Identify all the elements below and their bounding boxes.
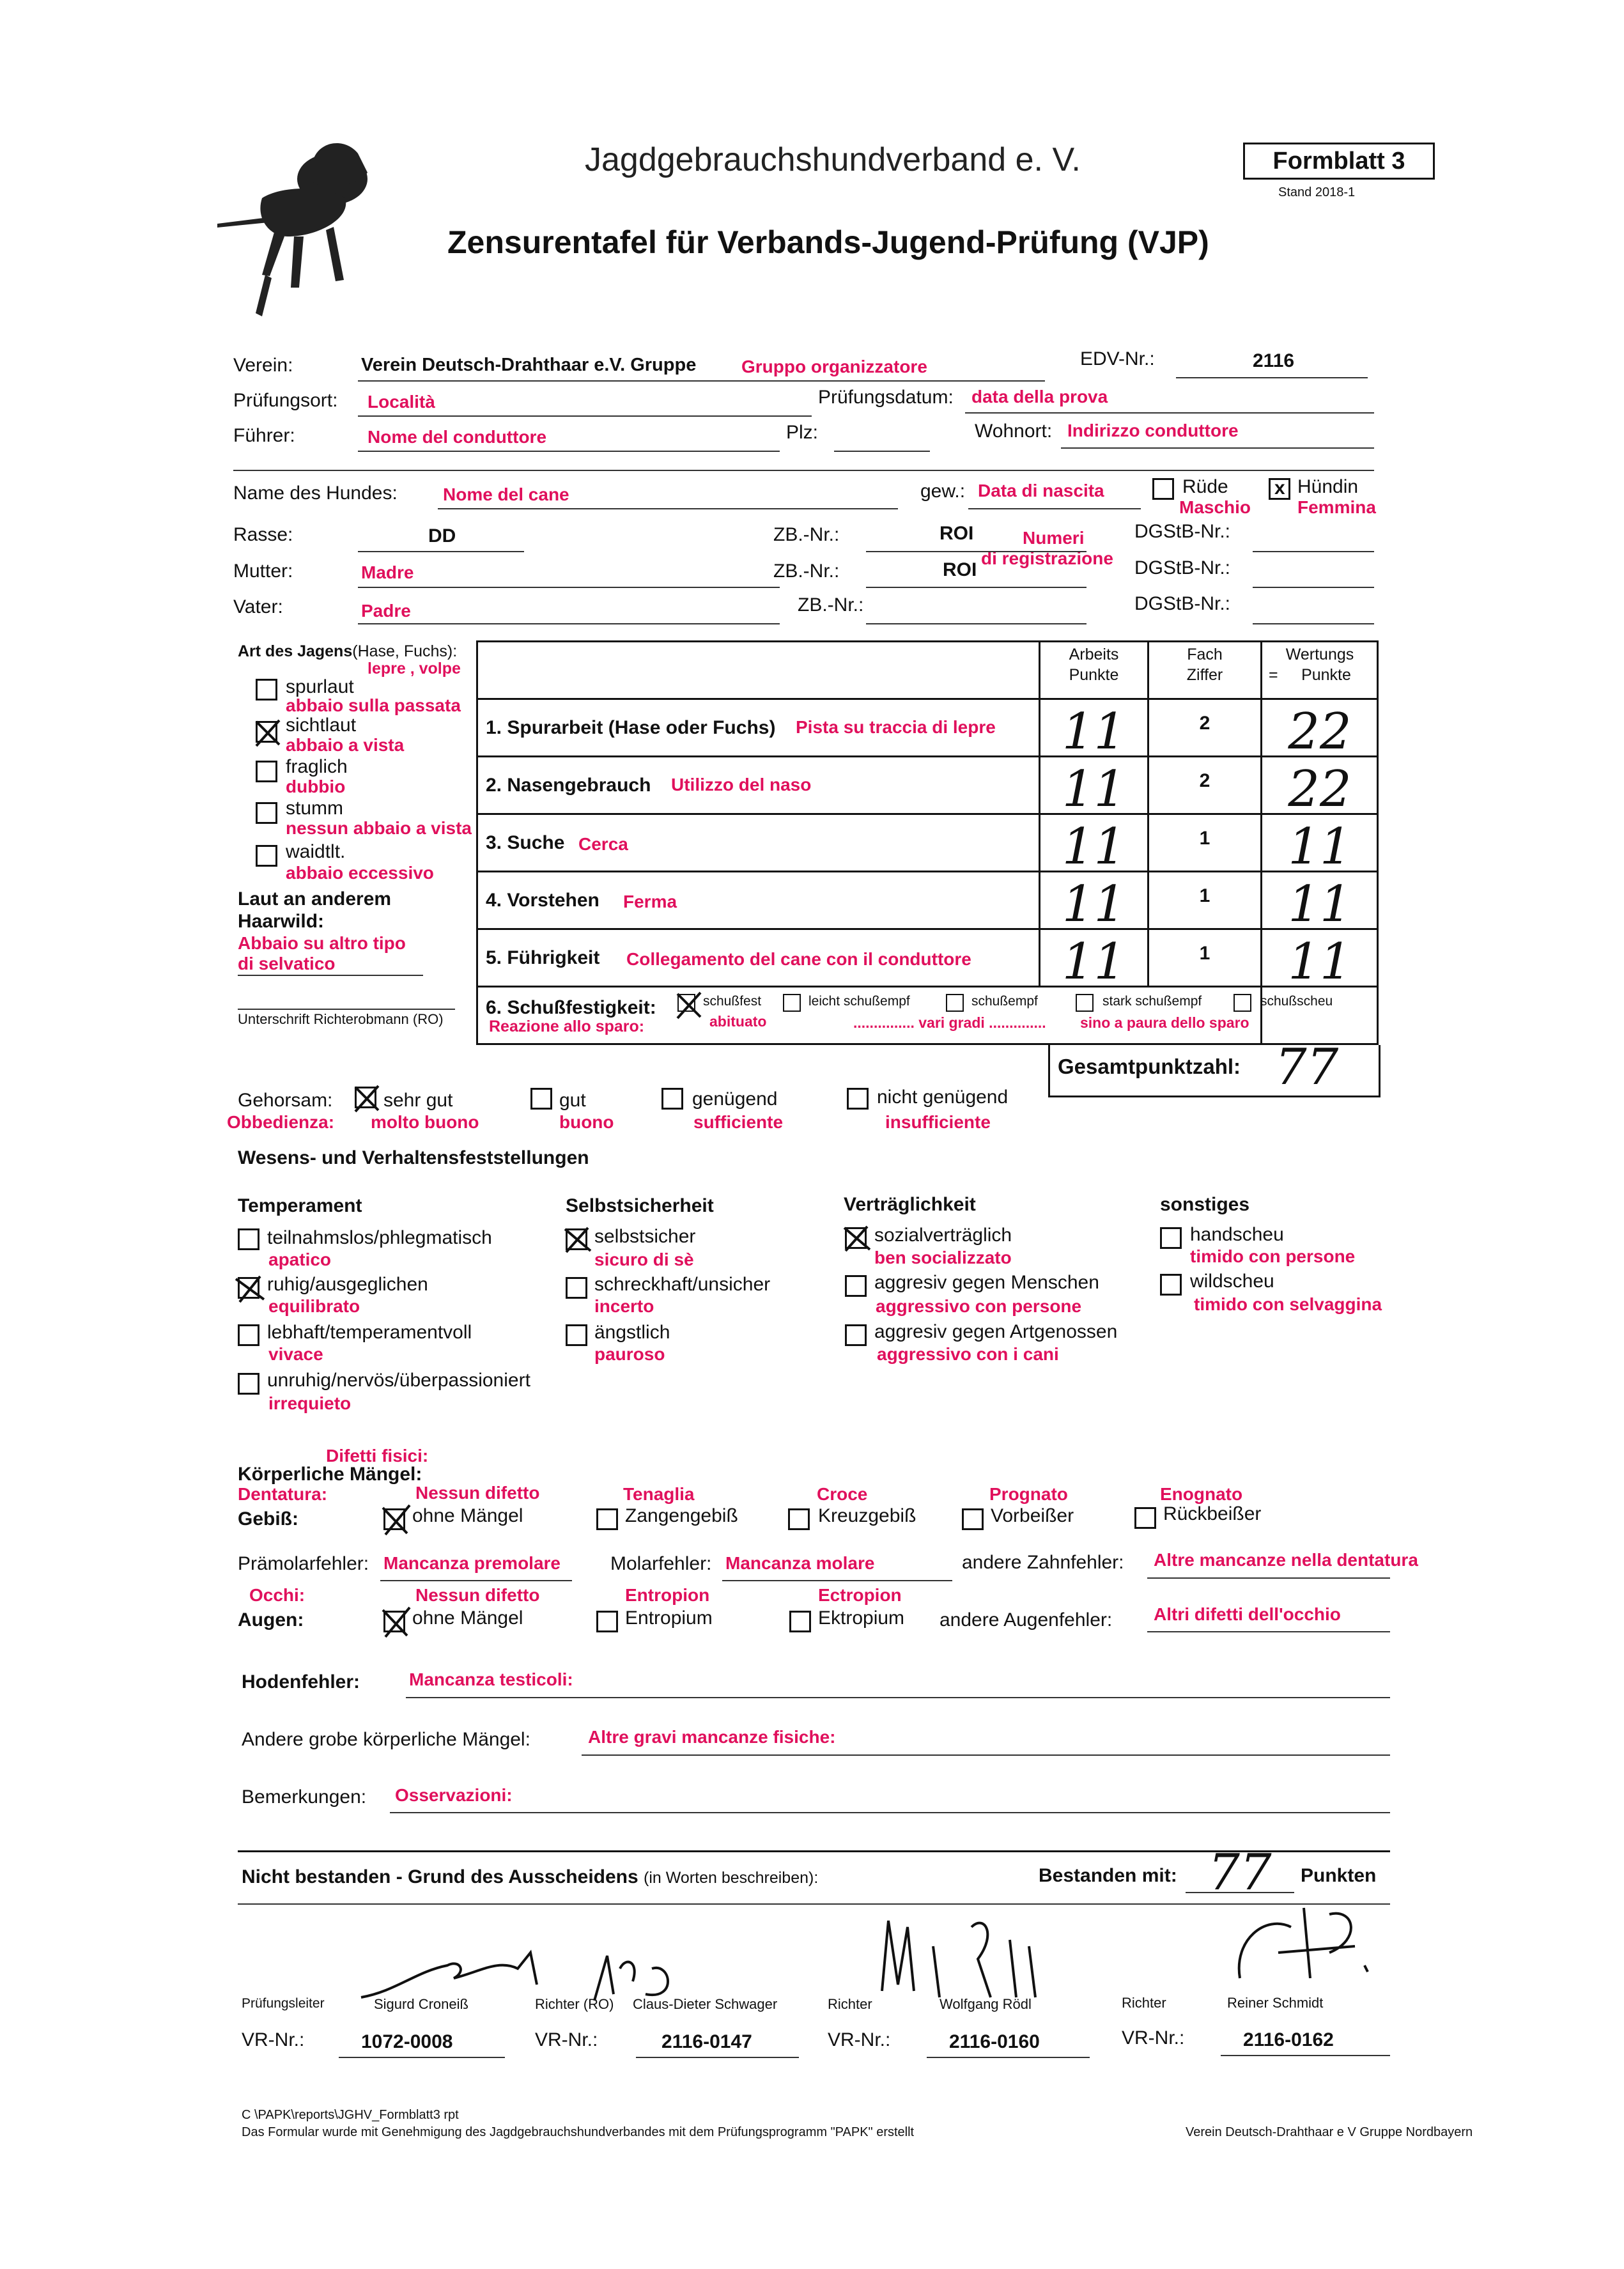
bestanden-label: Bestanden mit: bbox=[1039, 1865, 1177, 1886]
andere-augen-label: andere Augenfehler: bbox=[940, 1609, 1113, 1630]
spurlaut-note: abbaio sulla passata bbox=[286, 695, 461, 715]
gebiss-ohne-label: ohne Mängel bbox=[412, 1505, 523, 1526]
schuss-note-paura: sino a paura dello sparo bbox=[1080, 1014, 1249, 1031]
hund-label: Name des Hundes: bbox=[233, 483, 398, 504]
judge-4-vr: 2116-0162 bbox=[1243, 2029, 1334, 2050]
phlegmatisch-label: teilnahmslos/phlegmatisch bbox=[267, 1227, 492, 1248]
row-fuehrigkeit-ziffer: 1 bbox=[1199, 943, 1210, 964]
zangengebiss-checkbox[interactable] bbox=[596, 1508, 618, 1530]
judge-2-name: Claus-Dieter Schwager bbox=[633, 1996, 778, 2012]
row-suche-ziffer: 1 bbox=[1199, 828, 1210, 849]
andere-augen-note: Altri difetti dell'occhio bbox=[1154, 1604, 1341, 1624]
row-vorstehen-ziffer: 1 bbox=[1199, 885, 1210, 906]
fraglich-label: fraglich bbox=[286, 756, 348, 777]
nicht-genuegend-note: insufficiente bbox=[885, 1112, 991, 1132]
row-vorstehen-label: 4. Vorstehen bbox=[486, 890, 599, 911]
augen-ohne-label: ohne Mängel bbox=[412, 1607, 523, 1629]
schussscheu-label: schußscheu bbox=[1260, 994, 1333, 1009]
ektropium-label: Ektropium bbox=[818, 1607, 905, 1629]
praemolar-note: Mancanza premolare bbox=[383, 1553, 561, 1573]
dgstb-label-1: DGStB-Nr.: bbox=[1134, 521, 1231, 542]
gehorsam-label: Gehorsam: bbox=[238, 1090, 333, 1111]
row-spurarbeit-wertung: 22 bbox=[1288, 703, 1352, 761]
row-fuehrigkeit-note: Collegamento del cane con il conduttore bbox=[626, 949, 971, 969]
gebiss-label: Gebiß: bbox=[238, 1508, 298, 1529]
ektropium-note: Ectropion bbox=[818, 1585, 902, 1605]
aggresiv-artgenossen-checkbox[interactable] bbox=[845, 1324, 867, 1346]
gebiss-ohne-checkbox[interactable] bbox=[383, 1508, 405, 1530]
sehr-gut-checkbox[interactable] bbox=[355, 1087, 376, 1108]
augen-ohne-checkbox[interactable] bbox=[383, 1611, 405, 1632]
nicht-bestanden: Nicht bestanden - Grund des Ausscheidens (in Worten beschreiben): bbox=[242, 1866, 819, 1887]
row-suche-label: 3. Suche bbox=[486, 832, 565, 853]
phlegmatisch-checkbox[interactable] bbox=[238, 1228, 259, 1250]
pruefungsdatum-note: data della prova bbox=[971, 387, 1108, 407]
gebiss-ohne-note: Nessun difetto bbox=[415, 1483, 540, 1503]
huendin-mark: x bbox=[1274, 477, 1285, 499]
gut-checkbox[interactable] bbox=[530, 1088, 552, 1110]
dgstb-label-3: DGStB-Nr.: bbox=[1134, 593, 1231, 614]
org-name: Jagdgebrauchshundverband e. V. bbox=[585, 141, 1081, 178]
handscheu-checkbox[interactable] bbox=[1160, 1227, 1182, 1249]
aggresiv-menschen-checkbox[interactable] bbox=[845, 1275, 867, 1297]
ro-signature-label: Unterschrift Richterobmann (RO) bbox=[238, 1011, 444, 1027]
row-spurarbeit-ziffer: 2 bbox=[1199, 713, 1210, 734]
nicht-genuegend-label: nicht genügend bbox=[877, 1087, 1009, 1108]
schuss-note: Reazione allo sparo: bbox=[489, 1018, 645, 1035]
judge-3-role: Richter bbox=[828, 1996, 872, 2012]
vater-note: Padre bbox=[361, 601, 411, 621]
pruefungsort-note: Località bbox=[367, 392, 435, 412]
verein-note: Gruppo organizzatore bbox=[741, 357, 927, 376]
lebhaft-checkbox[interactable] bbox=[238, 1324, 259, 1346]
numeri-note-2: di registrazione bbox=[981, 548, 1113, 568]
judge-2-vr: 2116-0147 bbox=[661, 2031, 752, 2052]
augen-note: Occhi: bbox=[249, 1585, 305, 1605]
sozialvertraeglich-checkbox[interactable] bbox=[845, 1227, 867, 1249]
augen-label: Augen: bbox=[238, 1609, 304, 1630]
row-spurarbeit-label: 1. Spurarbeit (Hase oder Fuchs) bbox=[486, 717, 776, 738]
stumm-note: nessun abbaio a vista bbox=[286, 818, 472, 838]
kreuzgebiss-label: Kreuzgebiß bbox=[818, 1505, 916, 1526]
difetti-note: Difetti fisici: bbox=[326, 1446, 429, 1466]
zangengebiss-label: Zangengebiß bbox=[625, 1505, 738, 1526]
judge-2-vr-label: VR-Nr.: bbox=[535, 2029, 598, 2050]
vorbeisser-label: Vorbeißer bbox=[991, 1505, 1074, 1526]
fuehrer-note: Nome del conduttore bbox=[367, 427, 547, 447]
page-title: Zensurentafel für Verbands-Jugend-Prüfung (VJP) bbox=[447, 224, 1209, 260]
selbstsicher-note: sicuro di sè bbox=[594, 1250, 694, 1269]
sehr-gut-note: molto buono bbox=[371, 1112, 479, 1132]
entropium-checkbox[interactable] bbox=[596, 1611, 618, 1632]
vorbeisser-checkbox[interactable] bbox=[962, 1508, 984, 1530]
wesen-title: Wesens- und Verhaltensfeststellungen bbox=[238, 1147, 589, 1168]
stark-schussempf-label: stark schußempf bbox=[1102, 994, 1202, 1009]
mutter-label: Mutter: bbox=[233, 561, 293, 582]
bemerkungen-note: Osservazioni: bbox=[395, 1785, 513, 1805]
judge-1-name: Sigurd Croneiß bbox=[374, 1996, 468, 2012]
gut-note: buono bbox=[559, 1112, 614, 1132]
judge-4-name: Reiner Schmidt bbox=[1227, 1995, 1324, 2011]
schreckhaft-checkbox[interactable] bbox=[566, 1277, 587, 1299]
hoden-label: Hodenfehler: bbox=[242, 1671, 360, 1692]
col-wertung-b: Punkte bbox=[1301, 666, 1351, 684]
koerper-title: Körperliche Mängel: bbox=[238, 1464, 422, 1485]
row-fuehrigkeit-punkte: 11 bbox=[1062, 933, 1126, 991]
temperament-title: Temperament bbox=[238, 1195, 362, 1216]
laut-label-1: Laut an anderem bbox=[238, 888, 392, 910]
schuss-note-vari: ............... vari gradi .............. bbox=[853, 1014, 1046, 1031]
schussscheu-checkbox[interactable] bbox=[1233, 994, 1251, 1012]
sichtlaut-checkbox[interactable] bbox=[256, 721, 277, 743]
genuegend-checkbox[interactable] bbox=[661, 1088, 683, 1110]
huendin-note: Femmina bbox=[1297, 497, 1376, 517]
col-fachziffer-a: Fach bbox=[1187, 646, 1223, 663]
augen-ohne-note: Nessun difetto bbox=[415, 1585, 540, 1605]
entropium-label: Entropium bbox=[625, 1607, 713, 1629]
schreckhaft-label: schreckhaft/unsicher bbox=[594, 1274, 771, 1295]
roi-2: ROI bbox=[943, 559, 977, 580]
lebhaft-note: vivace bbox=[268, 1344, 323, 1364]
waidtlt-note: abbaio eccessivo bbox=[286, 863, 434, 883]
judge-1-vr-label: VR-Nr.: bbox=[242, 2029, 305, 2050]
huendin-label: Hündin bbox=[1297, 476, 1359, 497]
sichtlaut-note: abbaio a vista bbox=[286, 735, 405, 755]
roi-1: ROI bbox=[940, 523, 974, 544]
plz-label: Plz: bbox=[786, 422, 819, 443]
genuegend-note: sufficiente bbox=[693, 1112, 784, 1132]
sehr-gut-label: sehr gut bbox=[383, 1090, 453, 1111]
row-fuehrigkeit-wertung: 11 bbox=[1288, 933, 1352, 991]
leicht-schussempf-checkbox[interactable] bbox=[783, 994, 801, 1012]
ektropium-checkbox[interactable] bbox=[789, 1611, 811, 1632]
numeri-note-1: Numeri bbox=[1023, 528, 1085, 548]
andere-zahn-note: Altre mancanze nella dentatura bbox=[1154, 1550, 1418, 1570]
row-nasengebrauch-note: Utilizzo del naso bbox=[671, 775, 812, 794]
judge-3-vr: 2116-0160 bbox=[949, 2031, 1040, 2052]
kreuzgebiss-checkbox[interactable] bbox=[788, 1508, 810, 1530]
selbstsicherheit-title: Selbstsicherheit bbox=[566, 1195, 714, 1216]
schreckhaft-note: incerto bbox=[594, 1296, 654, 1316]
kreuzgebiss-note: Croce bbox=[817, 1484, 868, 1504]
gut-label: gut bbox=[559, 1090, 586, 1111]
col-arbeitspunkte-b: Punkte bbox=[1069, 666, 1119, 684]
genuegend-label: genügend bbox=[692, 1088, 778, 1110]
row-suche-note: Cerca bbox=[578, 834, 628, 854]
hund-note: Nome del cane bbox=[443, 484, 569, 504]
footer-group: Verein Deutsch-Drahthaar e V Gruppe Nordbayern bbox=[1186, 2125, 1473, 2139]
lebhaft-label: lebhaft/temperamentvoll bbox=[267, 1322, 472, 1343]
row-vorstehen-punkte: 11 bbox=[1062, 876, 1126, 933]
wohnort-label: Wohnort: bbox=[975, 421, 1053, 442]
row-nasengebrauch-label: 2. Nasengebrauch bbox=[486, 775, 651, 796]
handscheu-note: timido con persone bbox=[1190, 1246, 1356, 1266]
judge-1-role: Prüfungsleiter bbox=[242, 1996, 325, 2011]
gew-label: gew.: bbox=[920, 481, 966, 502]
phlegmatisch-note: apatico bbox=[268, 1250, 332, 1269]
edv-value: 2116 bbox=[1253, 350, 1295, 371]
dog-logo bbox=[217, 134, 396, 320]
form-number-box: Formblatt 3 bbox=[1243, 143, 1435, 180]
ruede-note: Maschio bbox=[1179, 497, 1251, 517]
laut-note-2: di selvatico bbox=[238, 954, 336, 973]
fraglich-note: dubbio bbox=[286, 777, 346, 796]
ruhig-label: ruhig/ausgeglichen bbox=[267, 1274, 428, 1295]
selbstsicher-checkbox[interactable] bbox=[566, 1228, 587, 1250]
sonstiges-title: sonstiges bbox=[1160, 1194, 1250, 1215]
edv-label: EDV-Nr.: bbox=[1080, 348, 1155, 369]
sozialvertraeglich-note: ben socializzato bbox=[874, 1248, 1012, 1267]
molar-note: Mancanza molare bbox=[725, 1553, 875, 1573]
aengstlich-checkbox[interactable] bbox=[566, 1324, 587, 1346]
row-spurarbeit-note: Pista su traccia di lepre bbox=[796, 717, 996, 737]
stumm-label: stumm bbox=[286, 798, 343, 819]
stark-schussempf-checkbox[interactable] bbox=[1076, 994, 1094, 1012]
andere-zahn-label: andere Zahnfehler: bbox=[962, 1552, 1124, 1573]
aggresiv-menschen-label: aggresiv gegen Menschen bbox=[874, 1272, 1099, 1293]
dgstb-label-2: DGStB-Nr.: bbox=[1134, 557, 1231, 578]
schuss-label: 6. Schußfestigkeit: bbox=[486, 997, 656, 1018]
grobe-label: Andere grobe körperliche Mängel: bbox=[242, 1729, 530, 1750]
unruhig-note: irrequieto bbox=[268, 1393, 352, 1413]
bemerkungen-label: Bemerkungen: bbox=[242, 1786, 367, 1808]
waidtlt-label: waidtlt. bbox=[286, 841, 346, 862]
stumm-checkbox[interactable] bbox=[256, 802, 277, 824]
wildscheu-note: timido con selvaggina bbox=[1194, 1294, 1382, 1314]
spurlaut-label: spurlaut bbox=[286, 676, 354, 697]
huendin-checkbox[interactable] bbox=[1269, 478, 1290, 500]
col-arbeitspunkte-a: Arbeits bbox=[1069, 646, 1119, 663]
ruhig-checkbox[interactable] bbox=[238, 1277, 259, 1299]
punkten-label: Punkten bbox=[1301, 1865, 1377, 1886]
spurlaut-checkbox[interactable] bbox=[256, 679, 277, 701]
fuehrer-label: Führer: bbox=[233, 425, 295, 446]
sozialvertraeglich-label: sozialverträglich bbox=[874, 1225, 1012, 1246]
wohnort-note: Indirizzo conduttore bbox=[1067, 421, 1239, 440]
schussfest-checkbox[interactable] bbox=[677, 994, 695, 1012]
rasse-value: DD bbox=[428, 525, 456, 546]
pruefungsort-label: Prüfungsort: bbox=[233, 390, 338, 411]
judge-1-vr: 1072-0008 bbox=[361, 2031, 453, 2052]
praemolar-label: Prämolarfehler: bbox=[238, 1553, 369, 1574]
aggresiv-artgenossen-note: aggressivo con i cani bbox=[877, 1344, 1059, 1364]
fraglich-checkbox[interactable] bbox=[256, 761, 277, 782]
judge-2-role: Richter (RO) bbox=[535, 1996, 614, 2012]
vorbeisser-note: Prognato bbox=[989, 1484, 1068, 1504]
pruefungsdatum-label: Prüfungsdatum: bbox=[818, 387, 954, 408]
zangengebiss-note: Tenaglia bbox=[623, 1484, 695, 1504]
wildscheu-checkbox[interactable] bbox=[1160, 1274, 1182, 1296]
waidtlt-checkbox[interactable] bbox=[256, 845, 277, 867]
row-nasengebrauch-punkte: 11 bbox=[1062, 761, 1126, 818]
footer-path: C \PAPK\reports\JGHV_Formblatt3 rpt bbox=[242, 2108, 459, 2122]
zb-label-2: ZB.-Nr.: bbox=[773, 561, 840, 582]
bestanden-value: 77 bbox=[1208, 1844, 1272, 1901]
col-fachziffer-b: Ziffer bbox=[1186, 666, 1223, 684]
ruhig-note: equilibrato bbox=[268, 1296, 360, 1316]
row-fuehrigkeit-label: 5. Führigkeit bbox=[486, 947, 600, 968]
verein-label: Verein: bbox=[233, 355, 293, 376]
judge-3-name: Wolfgang Rödl bbox=[940, 1996, 1032, 2012]
zb-label-1: ZB.-Nr.: bbox=[773, 524, 840, 545]
aengstlich-note: pauroso bbox=[594, 1344, 665, 1364]
mutter-note: Madre bbox=[361, 562, 414, 582]
hoden-note: Mancanza testicoli: bbox=[409, 1669, 573, 1689]
row-nasengebrauch-ziffer: 2 bbox=[1199, 770, 1210, 791]
gebiss-note: Dentatura: bbox=[238, 1484, 328, 1504]
judge-3-vr-label: VR-Nr.: bbox=[828, 2029, 891, 2050]
sichtlaut-label: sichtlaut bbox=[286, 715, 357, 736]
judge-4-vr-label: VR-Nr.: bbox=[1122, 2027, 1185, 2048]
rueckbeisser-note: Enognato bbox=[1160, 1484, 1243, 1504]
schuss-note-abituato: abituato bbox=[709, 1013, 767, 1030]
entropium-note: Entropion bbox=[625, 1585, 710, 1605]
signature-4 bbox=[1227, 1901, 1374, 1988]
footer-note: Das Formular wurde mit Genehmigung des Jagdgebrauchshundverbandes mit dem Prüfungsprogramm "PAPK" erstellt bbox=[242, 2125, 915, 2139]
col-wertung-eq: = bbox=[1269, 666, 1278, 684]
handscheu-label: handscheu bbox=[1190, 1224, 1284, 1245]
grobe-note: Altre gravi mancanze fisiche: bbox=[588, 1727, 836, 1747]
schussfest-label: schußfest bbox=[703, 994, 762, 1009]
aggresiv-menschen-note: aggressivo con persone bbox=[876, 1296, 1082, 1316]
total-label: Gesamtpunktzahl: bbox=[1058, 1055, 1241, 1078]
aggresiv-artgenossen-label: aggresiv gegen Artgenossen bbox=[874, 1321, 1118, 1342]
vertraeglichkeit-title: Verträglichkeit bbox=[844, 1194, 976, 1215]
rueckbeisser-checkbox[interactable] bbox=[1134, 1507, 1156, 1529]
col-wertung-a: Wertungs bbox=[1285, 646, 1354, 663]
ruede-checkbox[interactable] bbox=[1152, 478, 1174, 500]
vater-label: Vater: bbox=[233, 596, 283, 617]
unruhig-checkbox[interactable] bbox=[238, 1373, 259, 1395]
wildscheu-label: wildscheu bbox=[1190, 1271, 1274, 1292]
aengstlich-label: ängstlich bbox=[594, 1322, 670, 1343]
judge-4-role: Richter bbox=[1122, 1995, 1166, 2011]
jagd-title: Art des Jagens(Hase, Fuchs): bbox=[238, 642, 458, 660]
row-suche-wertung: 11 bbox=[1288, 818, 1352, 876]
total-value: 77 bbox=[1275, 1039, 1339, 1096]
gehorsam-note: Obbedienza: bbox=[227, 1112, 335, 1132]
row-vorstehen-note: Ferma bbox=[623, 892, 677, 911]
form-version: Stand 2018-1 bbox=[1278, 185, 1356, 199]
verein-value: Verein Deutsch-Drahthaar e.V. Gruppe bbox=[361, 355, 697, 375]
unruhig-label: unruhig/nervös/überpassioniert bbox=[267, 1370, 530, 1391]
row-suche-punkte: 11 bbox=[1062, 818, 1126, 876]
row-nasengebrauch-wertung: 22 bbox=[1288, 761, 1352, 818]
row-vorstehen-wertung: 11 bbox=[1288, 876, 1352, 933]
selbstsicher-label: selbstsicher bbox=[594, 1226, 696, 1247]
rueckbeisser-label: Rückbeißer bbox=[1163, 1503, 1262, 1524]
molar-label: Molarfehler: bbox=[610, 1553, 712, 1574]
schussempf-checkbox[interactable] bbox=[946, 994, 964, 1012]
jagd-note: lepre , volpe bbox=[367, 660, 461, 678]
gew-note: Data di nascita bbox=[978, 481, 1104, 500]
zb-label-3: ZB.-Nr.: bbox=[798, 594, 864, 616]
laut-label-2: Haarwild: bbox=[238, 911, 325, 932]
row-spurarbeit-punkte: 11 bbox=[1062, 703, 1126, 761]
leicht-schussempf-label: leicht schußempf bbox=[808, 994, 910, 1009]
laut-note-1: Abbaio su altro tipo bbox=[238, 933, 406, 953]
ruede-label: Rüde bbox=[1182, 476, 1228, 497]
rasse-label: Rasse: bbox=[233, 524, 293, 545]
schussempf-label: schußempf bbox=[971, 994, 1038, 1009]
nicht-genuegend-checkbox[interactable] bbox=[847, 1088, 869, 1110]
